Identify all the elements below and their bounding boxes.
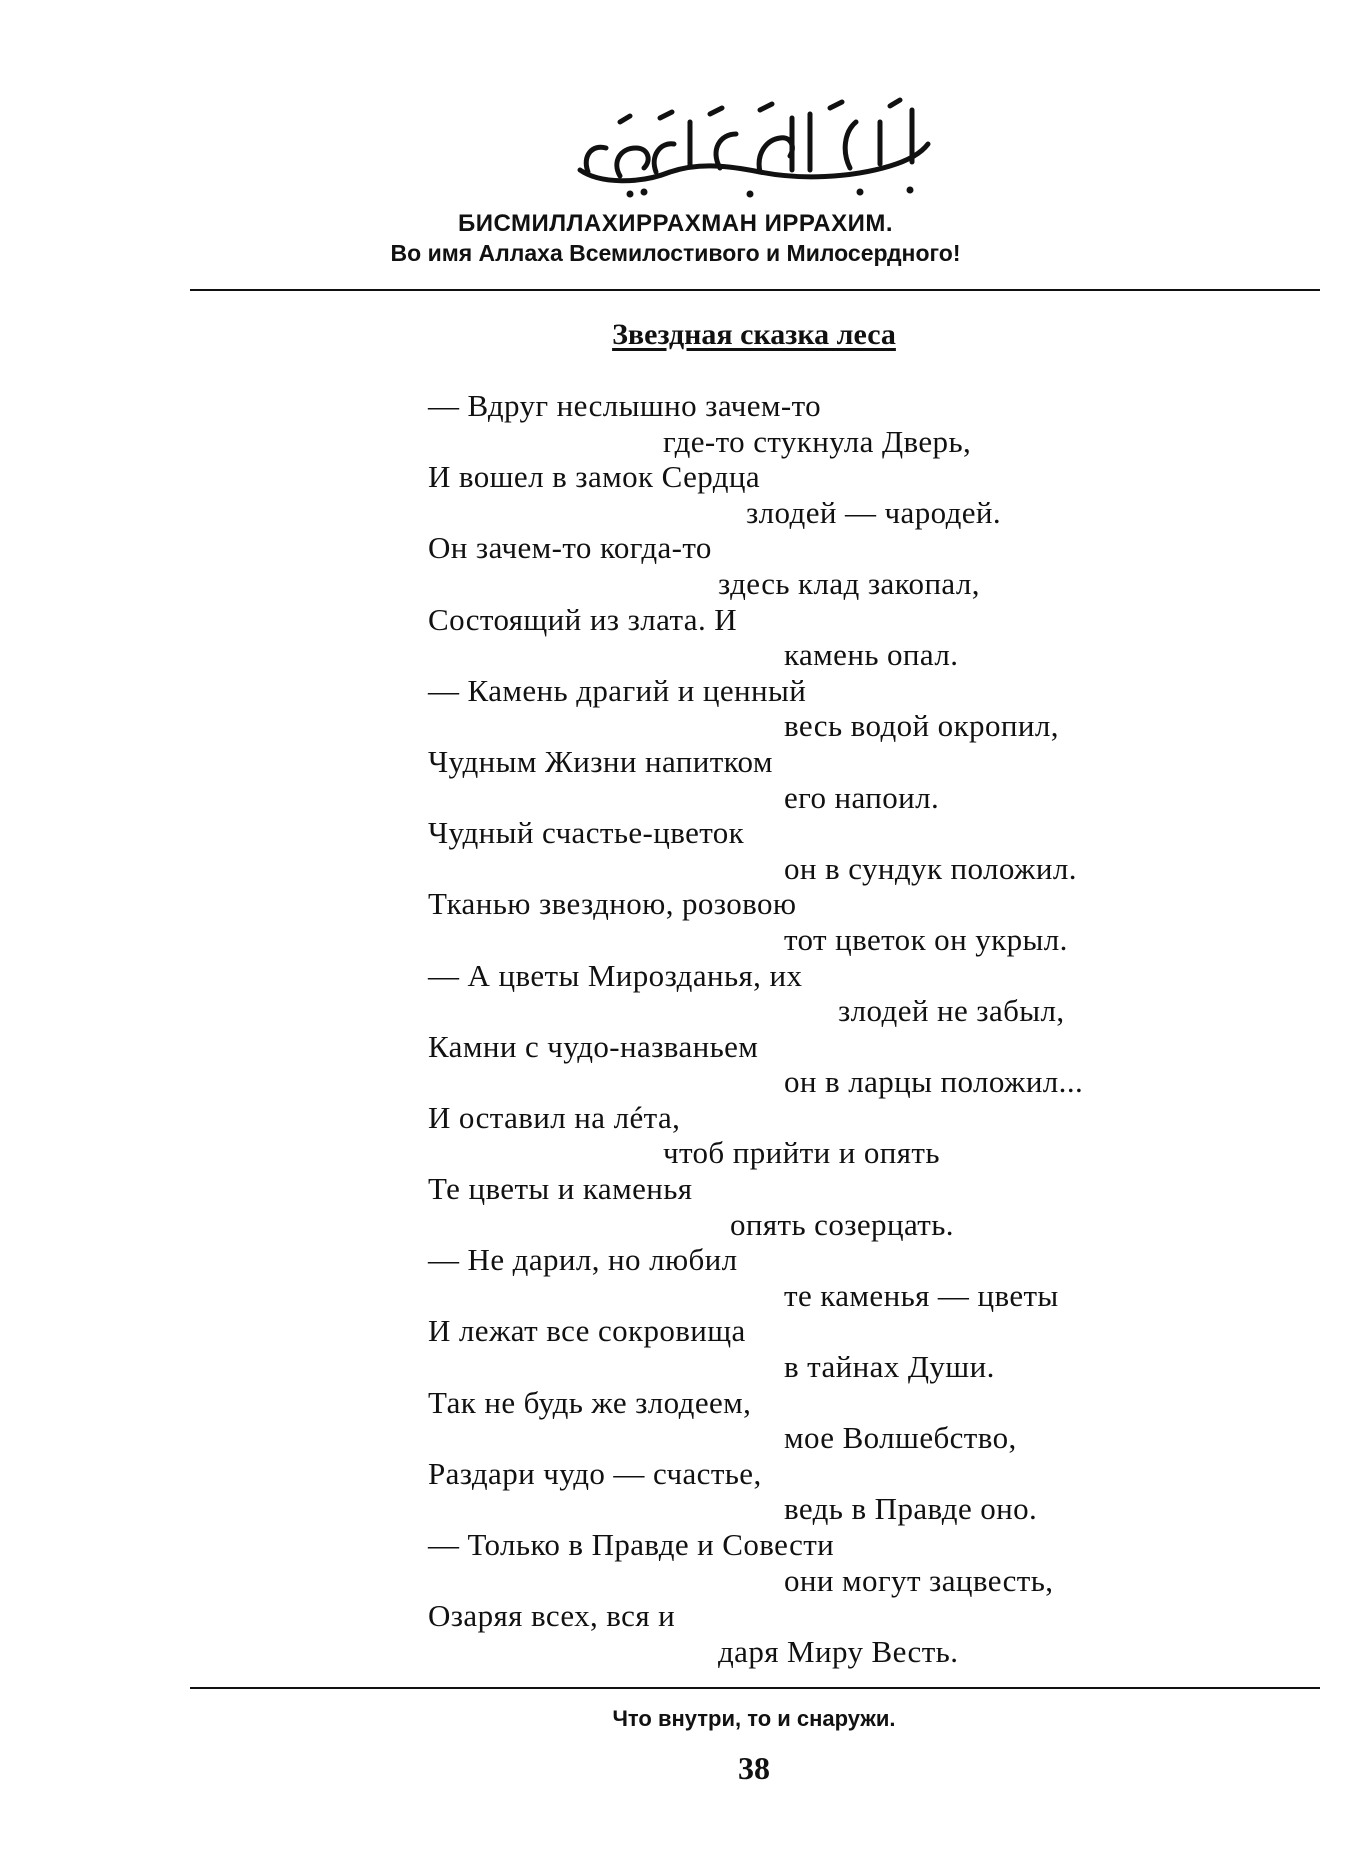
- poem-line: камень опал.: [784, 637, 959, 673]
- poem-line: злодей не забыл,: [838, 993, 1065, 1029]
- poem-line: Состоящий из злата. И: [428, 601, 738, 637]
- header-divider: [190, 289, 1320, 291]
- poem-line: его напоил.: [784, 779, 940, 815]
- poem-line: Так не будь же злодеем,: [428, 1384, 752, 1420]
- poem-line: где-то стукнула Дверь,: [663, 423, 972, 459]
- bismillah-calligraphy-icon: [560, 92, 940, 202]
- poem-line: — А цветы Мирозданья, их: [428, 957, 803, 993]
- poem-line: И оставил на лéта,: [428, 1099, 681, 1135]
- poem-line: он в ларцы положил...: [784, 1064, 1084, 1100]
- poem-line: даря Миру Весть.: [718, 1633, 959, 1669]
- page-number: 38: [738, 1750, 770, 1786]
- poem-line: они могут зацвесть,: [784, 1562, 1054, 1598]
- poem-line: Чудный счастье-цветок: [428, 815, 745, 851]
- poem-line: злодей — чародей.: [746, 494, 1002, 530]
- poem-line: — Только в Правде и Совести: [428, 1527, 835, 1562]
- poem-line: Тканью звездною, розовою: [428, 886, 797, 922]
- poem-line: ведь в Правде оно.: [784, 1491, 1038, 1527]
- poem-line: те каменья — цветы: [784, 1277, 1059, 1313]
- poem-line: он в сундук положил.: [784, 850, 1077, 886]
- poem-line: Камни с чудо-названьем: [428, 1028, 759, 1064]
- poem-line: Те цветы и каменья: [428, 1171, 693, 1207]
- footer-divider: [190, 1687, 1320, 1689]
- poem-line: чтоб прийти и опять: [663, 1135, 940, 1171]
- poem-line: тот цветок он укрыл.: [784, 921, 1068, 957]
- poem-line: весь водой окропил,: [784, 708, 1059, 744]
- poem-line: И лежат все сокровища: [428, 1313, 746, 1349]
- poem-line: И вошел в замок Сердца: [428, 459, 761, 495]
- header-basmala-transliteration: БИСМИЛЛАХИРРАХМАН ИРРАХИМ.: [457, 210, 893, 237]
- footer-motto: Что внутри, то и снаружи.: [612, 1706, 896, 1731]
- poem-line: Озаряя всех, вся и: [428, 1598, 676, 1634]
- poem-line: опять созерцать.: [730, 1206, 954, 1242]
- poem-line: Раздари чудо — счастье,: [428, 1455, 762, 1491]
- header-basmala-translation: Во имя Аллаха Всемилостивого и Милосердного!: [390, 240, 961, 266]
- poem-line: Он зачем-то когда-то: [428, 530, 712, 566]
- poem-line: здесь клад закопал,: [718, 565, 980, 601]
- poem-line: — Не дарил, но любил: [428, 1242, 738, 1278]
- poem-line: — Камень драгий и ценный: [428, 672, 807, 708]
- poem-title: Звездная сказка леса: [612, 318, 896, 351]
- poem-line: — Вдруг неслышно зачем-то: [428, 388, 822, 423]
- poem-body: [0, 388, 1351, 1669]
- poem-line: мое Волшебство,: [784, 1420, 1017, 1456]
- poem-line: Чудным Жизни напитком: [428, 743, 773, 779]
- poem-line: в тайнах Души.: [784, 1349, 995, 1385]
